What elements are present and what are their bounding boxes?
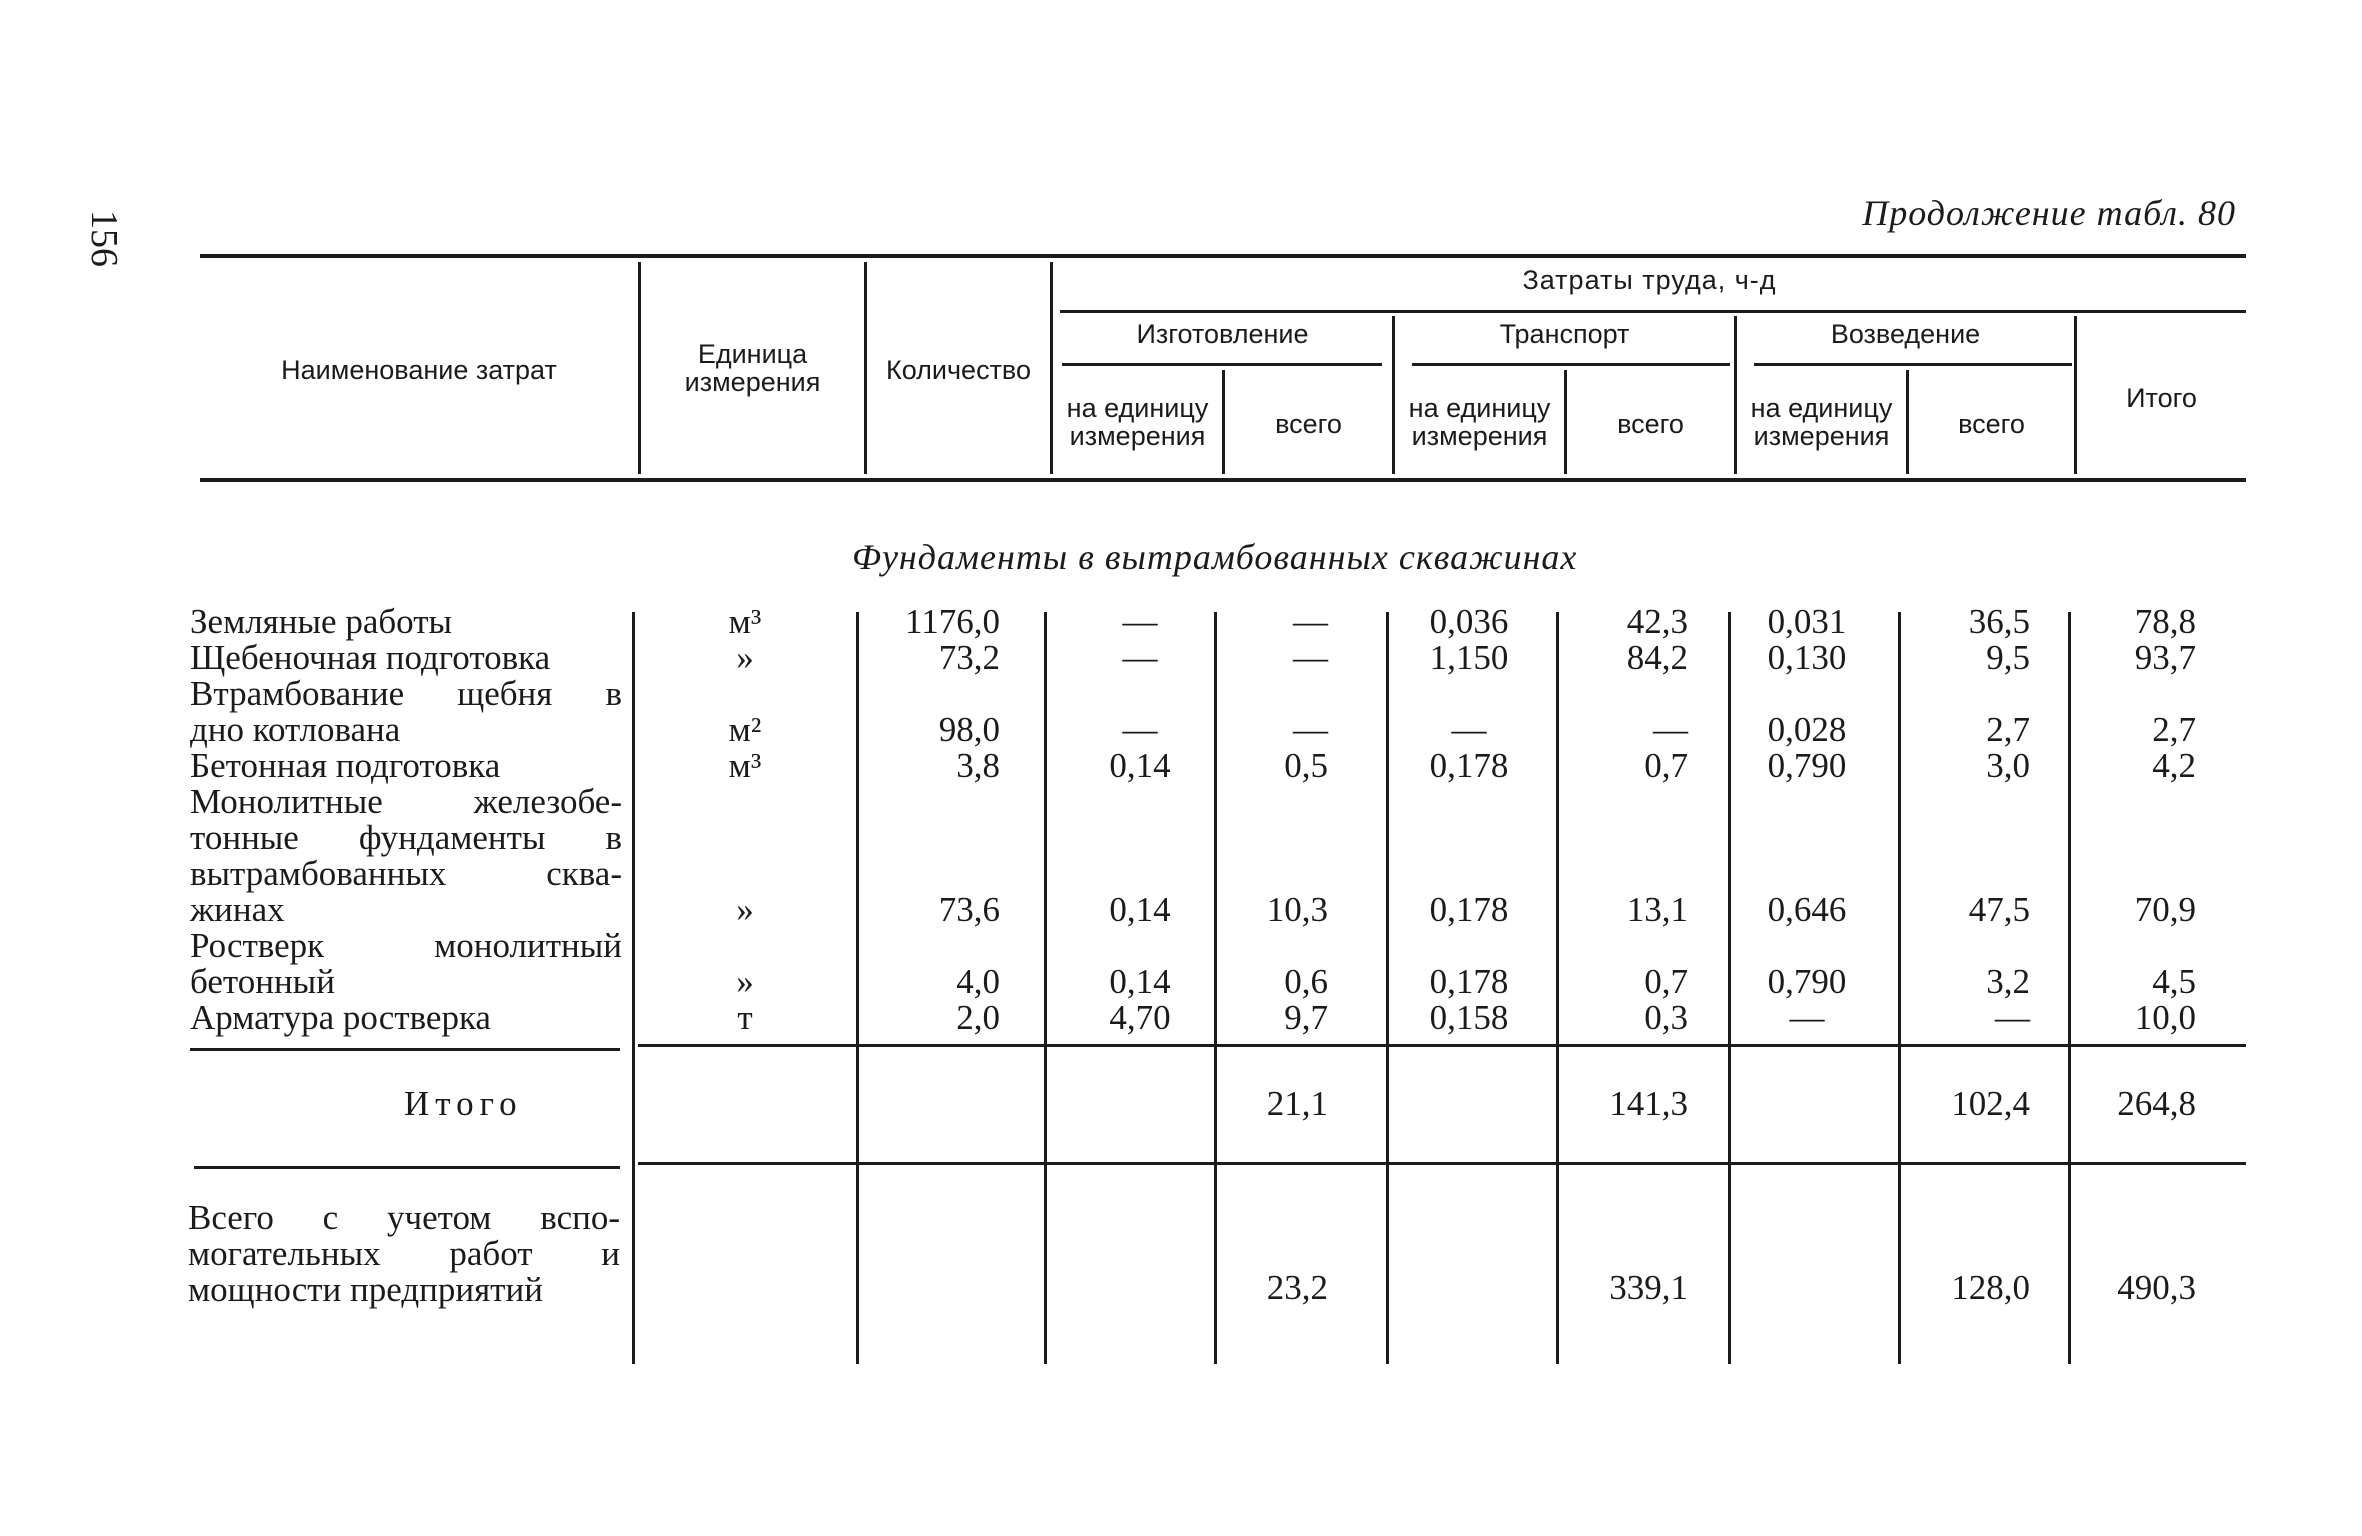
row-m-total: 10,3 [1266,890,1328,929]
row-name-line: Щебеночная подготовка [190,638,551,677]
grand-total-label-line: Всего с учетом вспо- [188,1198,620,1237]
row-sum: 4,2 [2152,746,2196,785]
grand-t-total: 339,1 [1609,1268,1688,1307]
row-e-total: 36,5 [1968,602,2030,641]
name-total-rule [190,1048,620,1051]
grand-total-label [188,1200,620,1308]
row-e-unit: — [1789,998,1825,1037]
row-name-line: Ростверк монолитный [190,926,622,965]
row-name [190,640,622,676]
row-e-unit: 0,790 [1767,746,1847,785]
row-e-unit: 0,031 [1767,602,1847,641]
body-vline [1214,612,1217,1364]
row-e-total: 3,2 [1986,962,2030,1001]
row-t-total: 42,3 [1626,602,1688,641]
body-vline [856,612,859,1364]
page-number: 156 [83,210,125,267]
row-m-unit: 0,14 [1109,890,1171,929]
header-t-total: всего [1617,409,1684,439]
row-unit: м³ [728,746,762,785]
row-name-line: бетонный [190,962,335,1001]
header-quantity: Количество [886,355,1031,385]
row-sum: 2,7 [2152,710,2196,749]
row-name-line: Арматура ростверка [190,998,491,1037]
header-t-per-unit-1: на единицу [1408,393,1551,423]
row-qty: 1176,0 [905,602,1000,641]
row-unit: » [736,638,754,677]
section-title: Фундаменты в вытрамбованных скважинах [852,537,1578,577]
row-e-unit: 0,790 [1767,962,1847,1001]
row-e-total: 3,0 [1986,746,2030,785]
row-t-total: 84,2 [1626,638,1688,677]
row-qty: 4,0 [956,962,1000,1001]
row-sum: 10,0 [2134,998,2196,1037]
row-m-unit: 4,70 [1109,998,1171,1037]
row-name-line: Монолитные железобе- [190,782,622,821]
row-m-total: — [1293,710,1328,749]
row-e-total: 2,7 [1986,710,2030,749]
row-m-total: 9,7 [1284,998,1328,1037]
row-t-unit: 0,178 [1429,890,1509,929]
total-m-total: 21,1 [1266,1084,1328,1123]
header-transport: Транспорт [1499,319,1630,349]
row-qty: 2,0 [956,998,1000,1037]
row-name-line: Земляные работы [190,602,453,641]
row-name [190,676,622,748]
row-m-total: 0,5 [1284,746,1328,785]
row-t-unit: 0,178 [1429,746,1509,785]
row-name [190,748,622,784]
header-e-per-unit-2: измерения [1753,421,1890,451]
row-unit: м³ [728,602,762,641]
row-name-line: Втрамбование щебня в [190,674,622,713]
grand-total-label-line: могательных работ и [188,1234,620,1273]
row-unit: » [736,890,754,929]
erection-under-rule [1754,363,2072,366]
header-sum: Итого [2126,383,2197,413]
body-vline [1898,612,1901,1364]
name-grand-rule [194,1166,620,1169]
row-m-unit: 0,14 [1109,746,1171,785]
total-t-total: 141,3 [1609,1084,1688,1123]
row-name-line: дно котлована [190,710,401,749]
row-name [190,1000,622,1036]
row-name-line: тонные фундаменты в [190,818,622,857]
row-name [190,784,622,928]
header-e-total: всего [1958,409,2025,439]
row-e-unit: 0,028 [1767,710,1847,749]
header-labor: Затраты труда, ч-д [1522,265,1777,295]
header-bottom-rule [200,478,2246,482]
header-erection: Возведение [1830,319,1981,349]
row-sum: 93,7 [2134,638,2196,677]
row-m-total: — [1293,638,1328,677]
row-m-unit: 0,14 [1109,962,1171,1001]
labor-under-rule [1060,310,2246,313]
row-qty: 73,6 [938,890,1000,929]
row-t-total: 0,7 [1644,746,1688,785]
body-vline [2068,612,2071,1364]
values-grand-rule [638,1162,2246,1165]
row-t-total: 0,7 [1644,962,1688,1001]
total-label: Итого [404,1084,523,1123]
continuation-title: Продолжение табл. 80 [1862,193,2236,233]
row-t-unit: — [1451,710,1487,749]
row-qty: 3,8 [956,746,1000,785]
row-name-line: жинах [190,890,285,929]
grand-m-total: 23,2 [1266,1268,1328,1307]
row-t-unit: 0,036 [1429,602,1509,641]
body-vline [1044,612,1047,1364]
total-e-total: 102,4 [1951,1084,2030,1123]
body-vline [632,612,635,1364]
body-vline [1728,612,1731,1364]
row-unit: » [736,962,754,1001]
row-unit: т [737,998,753,1037]
grand-sum: 490,3 [2117,1268,2196,1307]
row-m-total: — [1293,602,1328,641]
row-e-total: 47,5 [1968,890,2030,929]
row-m-unit: — [1122,602,1158,641]
row-sum: 70,9 [2134,890,2196,929]
body-vline [1556,612,1559,1364]
header-m-total: всего [1275,409,1342,439]
header-e-per-unit-1: на единицу [1750,393,1893,423]
header-unit-2: измерения [684,367,821,397]
header-m-per-unit-2: измерения [1069,421,1206,451]
row-name-line: вытрамбованных сква- [190,854,622,893]
row-t-total: 0,3 [1644,998,1688,1037]
total-sum: 264,8 [2117,1084,2196,1123]
header-m-per-unit-1: на единицу [1066,393,1209,423]
manufacture-under-rule [1062,363,1382,366]
header-name: Наименование затрат [281,355,557,385]
row-sum: 78,8 [2134,602,2196,641]
row-m-unit: — [1122,710,1158,749]
row-name [190,928,622,1000]
row-name-line: Бетонная подготовка [190,746,501,785]
row-qty: 73,2 [938,638,1000,677]
row-t-unit: 0,178 [1429,962,1509,1001]
row-e-unit: 0,130 [1767,638,1847,677]
row-e-total: 9,5 [1986,638,2030,677]
header-t-per-unit-2: измерения [1411,421,1548,451]
table-top-rule [200,254,2246,258]
row-sum: 4,5 [2152,962,2196,1001]
row-m-total: 0,6 [1284,962,1328,1001]
row-m-unit: — [1122,638,1158,677]
row-qty: 98,0 [938,710,1000,749]
row-e-total: — [1995,998,2030,1037]
header-unit-1: Единица [697,339,808,369]
row-t-unit: 0,158 [1429,998,1509,1037]
row-unit: м² [728,710,762,749]
header-manufacture: Изготовление [1136,319,1309,349]
row-e-unit: 0,646 [1767,890,1847,929]
transport-under-rule [1412,363,1730,366]
row-t-total: — [1653,710,1688,749]
row-t-unit: 1,150 [1429,638,1509,677]
row-name [190,604,622,640]
grand-total-label-line: мощности предприятий [188,1270,543,1309]
row-t-total: 13,1 [1626,890,1688,929]
values-total-rule [638,1044,2246,1047]
body-vline [1386,612,1389,1364]
grand-e-total: 128,0 [1951,1268,2030,1307]
